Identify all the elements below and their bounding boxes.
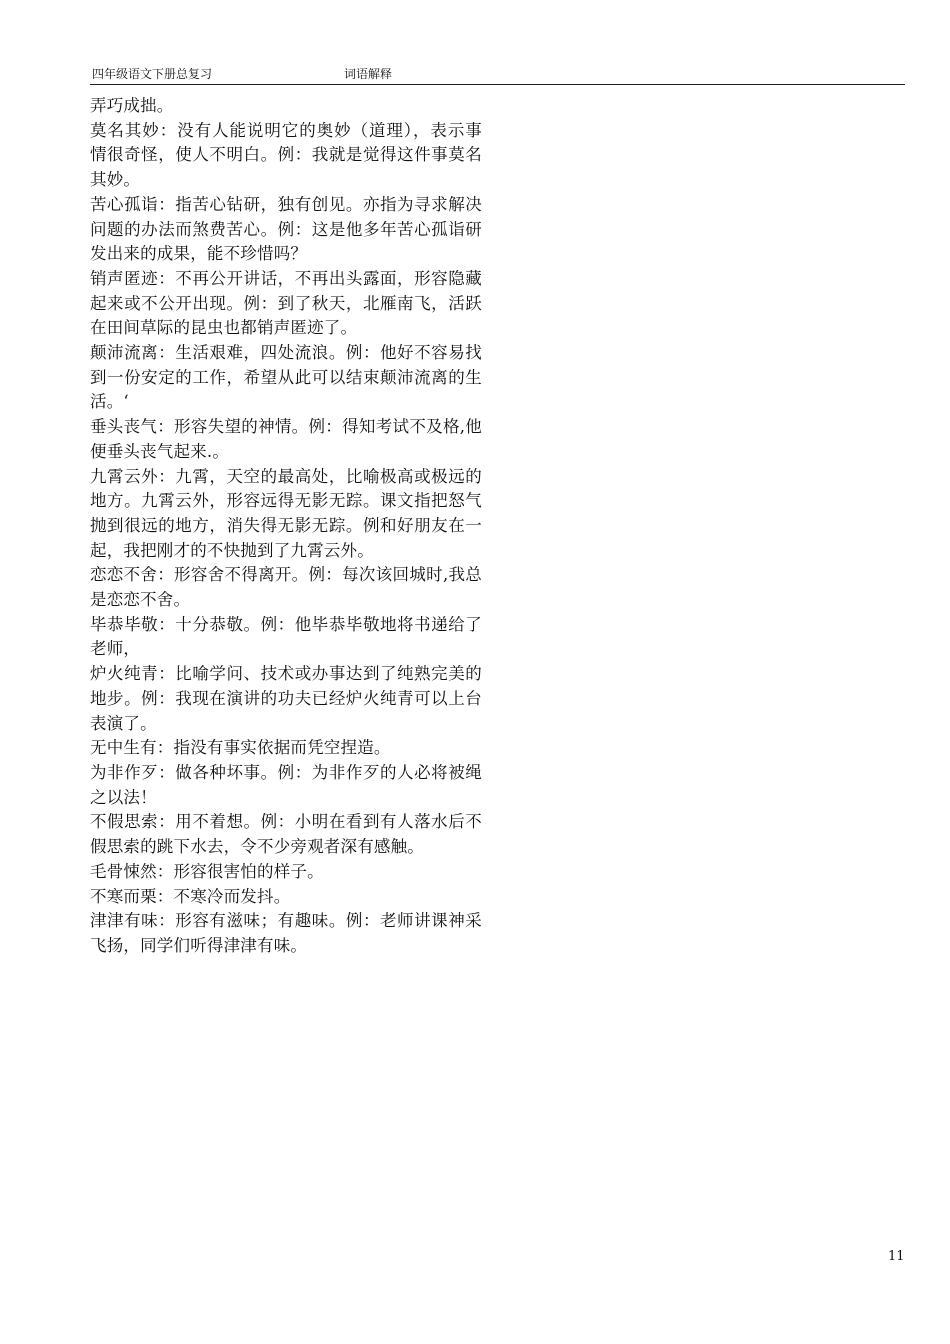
vocabulary-entry: 毛骨悚然：形容很害怕的样子。	[90, 861, 324, 881]
vocabulary-entry: 苦心孤诣：指苦心钻研，独有创见。亦指为寻求解决问题的办法而煞费苦心。例：这是他多年苦心孤诣研发出来的成果，能不珍惜吗？	[90, 194, 482, 264]
vocabulary-entry: 为非作歹：做各种坏事。例：为非作歹的人必将被绳之以法！	[90, 762, 482, 807]
vocabulary-entry: 颠沛流离：生活艰难，四处流浪。例：他好不容易找到一份安定的工作，希望从此可以结束颠沛流离的生活。‘	[90, 343, 482, 412]
vocabulary-entry: 无中生有：指没有事实依据而凭空捏造。	[90, 738, 391, 758]
page-header	[90, 66, 905, 85]
vocabulary-list	[90, 94, 482, 959]
vocabulary-entry: 不寒而栗：不寒冷而发抖。	[90, 886, 291, 906]
vocabulary-entry: 九霄云外：九霄，天空的最高处，比喻极高或极远的地方。九霄云外，形容远得无影无踪。课文指把怒气抛到很远的地方，消失得无影无踪。例和好朋友在一起，我把刚才的不快抛到了九霄云外。	[90, 466, 482, 560]
page-number: 11	[888, 1249, 905, 1264]
vocabulary-entry: 销声匿迹：不再公开讲话，不再出头露面，形容隐藏起来或不公开出现。例：到了秋天，北雁南飞，活跃在田间草际的昆虫也都销声匿迹了。	[90, 268, 482, 338]
header-title: 四年级语文下册总复习	[92, 67, 213, 81]
vocabulary-entry: 津津有味：形容有滋味；有趣味。例：老师讲课神采飞扬，同学们听得津津有味。	[90, 911, 482, 955]
vocabulary-entry: 不假思索：用不着想。例：小明在看到有人落水后不假思索的跳下水去，令不少旁观者深有感触。	[90, 812, 482, 857]
vocabulary-entry: 炉火纯青：比喻学问、技术或办事达到了纯熟完美的地步。例：我现在演讲的功夫已经炉火纯青可以上台表演了。	[90, 664, 482, 733]
vocabulary-entry: 弄巧成拙。	[90, 96, 174, 115]
vocabulary-entry: 恋恋不舍：形容舍不得离开。例：每次该回城时,我总是恋恋不舍。	[90, 565, 482, 610]
vocabulary-entry: 毕恭毕敬：十分恭敬。例：他毕恭毕敬地将书递给了老师，	[90, 614, 482, 659]
vocabulary-entry: 莫名其妙：没有人能说明它的奥妙（道理），表示事情很奇怪，使人不明白。例：我就是觉得这件事莫名其妙。	[90, 120, 482, 190]
header-section: 词语解释	[344, 67, 393, 81]
vocabulary-entry: 垂头丧气：形容失望的神情。例：得知考试不及格,他便垂头丧气起来.。	[90, 417, 482, 461]
